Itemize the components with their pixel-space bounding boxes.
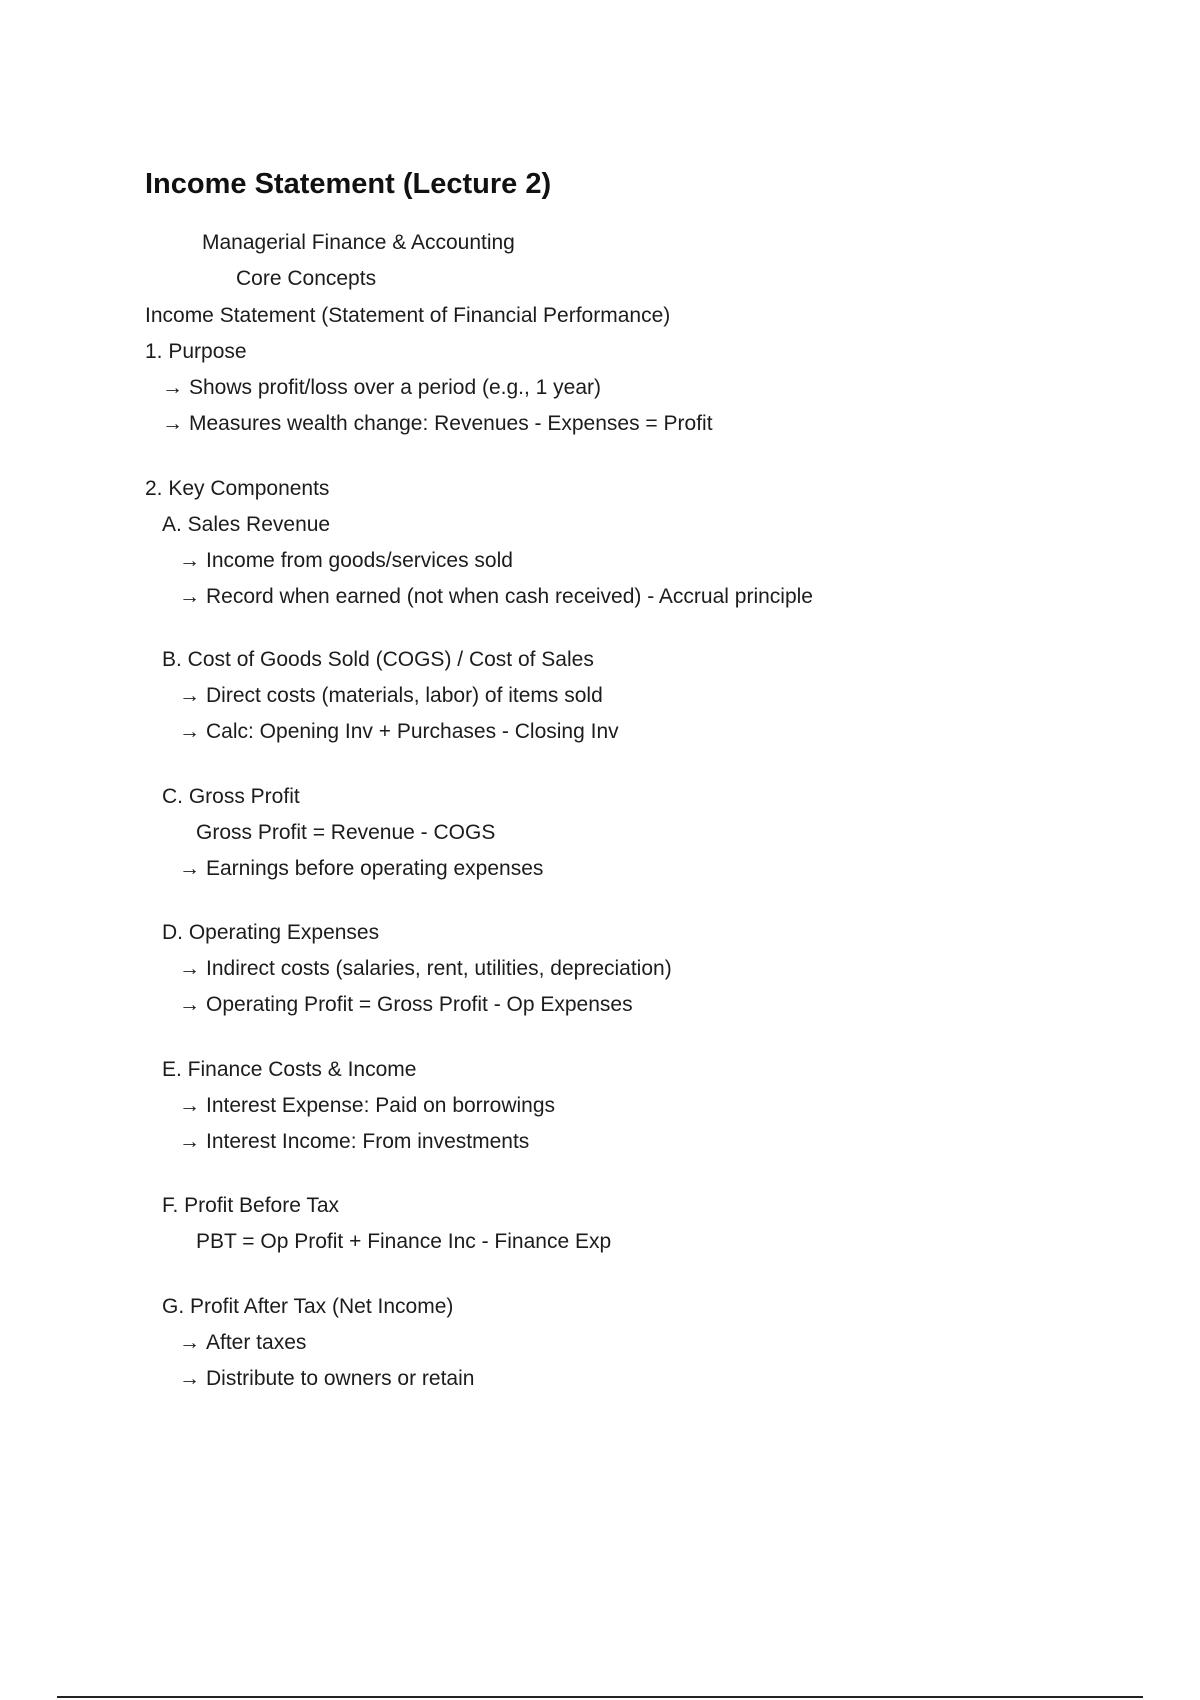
operating-expenses-bullet-1 [179,956,672,982]
purpose-bullet-2 [162,411,713,437]
operating-expenses-title: D. Operating Expenses [162,921,380,944]
bullet-text: After taxes [206,1331,307,1354]
gross-profit-title: C. Gross Profit [162,785,300,808]
bullet-text: Shows profit/loss over a period (e.g., 1 year) [189,376,602,399]
bullet-text: Distribute to owners or retain [206,1367,475,1390]
arrow-right-icon: → [179,720,200,743]
bullet-text: Measures wealth change: Revenues - Expenses = Profit [189,412,713,435]
profit-before-tax-title: F. Profit Before Tax [162,1194,340,1217]
arrow-right-icon: → [162,376,183,399]
arrow-right-icon: → [179,857,200,880]
sales-revenue-bullet-1 [179,548,513,574]
gross-profit-bullet-1 [179,856,543,882]
arrow-right-icon: → [179,993,200,1016]
sales-revenue-title: A. Sales Revenue [162,513,331,536]
bullet-text: Direct costs (materials, labor) of items sold [206,684,603,707]
subtitle: Managerial Finance & Accounting [202,231,515,254]
bullet-text: Calc: Opening Inv + Purchases - Closing Inv [206,720,619,743]
page-title: Income Statement (Lecture 2) [145,168,552,200]
operating-expenses-bullet-2 [179,992,633,1018]
arrow-right-icon: → [162,412,183,435]
arrow-right-icon: → [179,1331,200,1354]
bullet-text: Indirect costs (salaries, rent, utilities, depreciation) [206,957,672,980]
profit-after-tax-bullet-1 [179,1330,306,1356]
bullet-text: Interest Expense: Paid on borrowings [206,1094,556,1117]
arrow-right-icon: → [179,1094,200,1117]
profit-before-tax-formula: PBT = Op Profit + Finance Inc - Finance Exp [196,1230,612,1253]
arrow-right-icon: → [179,684,200,707]
purpose-bullet-1 [162,375,601,401]
finance-costs-bullet-1 [179,1093,555,1119]
cogs-bullet-2 [179,719,619,745]
finance-costs-bullet-2 [179,1129,529,1155]
arrow-right-icon: → [179,549,200,572]
arrow-right-icon: → [179,957,200,980]
arrow-right-icon: → [179,1130,200,1153]
bullet-text: Record when earned (not when cash received) - Accrual principle [206,585,813,608]
bullet-text: Interest Income: From investments [206,1130,530,1153]
subsubtitle: Core Concepts [236,267,377,290]
arrow-right-icon: → [179,1367,200,1390]
section-heading: Income Statement (Statement of Financial Performance) [145,304,671,327]
bottom-divider [57,1696,1143,1698]
purpose-title: 1. Purpose [145,340,247,363]
cogs-bullet-1 [179,683,603,709]
arrow-right-icon: → [179,585,200,608]
key-components-title: 2. Key Components [145,477,330,500]
gross-profit-formula: Gross Profit = Revenue - COGS [196,821,496,844]
finance-costs-title: E. Finance Costs & Income [162,1058,417,1081]
bullet-text: Income from goods/services sold [206,549,513,572]
profit-after-tax-title: G. Profit After Tax (Net Income) [162,1295,454,1318]
bullet-text: Operating Profit = Gross Profit - Op Expenses [206,993,633,1016]
profit-after-tax-bullet-2 [179,1366,474,1392]
sales-revenue-bullet-2 [179,584,813,610]
bullet-text: Earnings before operating expenses [206,857,544,880]
cogs-title: B. Cost of Goods Sold (COGS) / Cost of Sales [162,648,594,671]
